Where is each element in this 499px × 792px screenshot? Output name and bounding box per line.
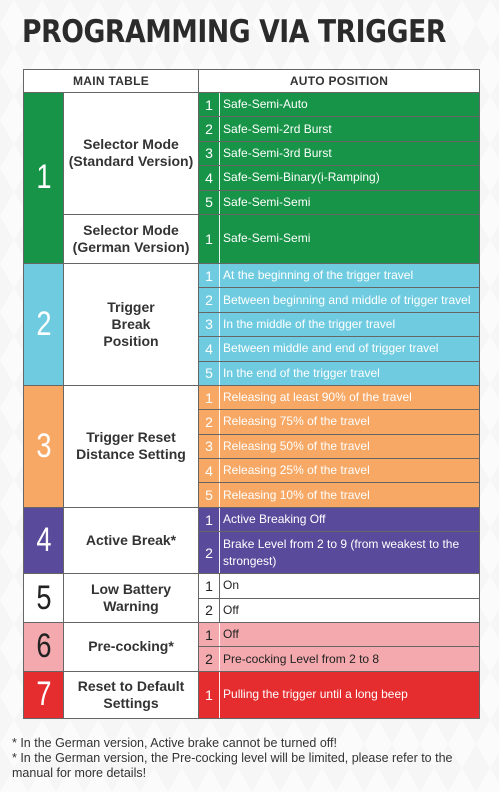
section-label-reset-default <box>64 671 199 718</box>
section-number-3: 3 <box>28 385 60 507</box>
section-label-selector-german: Selector Mode (German Version) <box>64 214 199 263</box>
option-text: Releasing 10% of the travel <box>220 483 480 507</box>
page-title: PROGRAMMING VIA TRIGGER <box>22 14 446 50</box>
option-number: 1 <box>199 507 220 531</box>
option-number: 3 <box>199 312 220 336</box>
option-number: 2 <box>199 410 220 434</box>
section-label-trigger-reset <box>64 385 199 507</box>
footnote-active-brake: * In the German version, Active brake cannot be turned off! <box>12 736 337 750</box>
option-number: 2 <box>199 598 220 622</box>
option-number: 1 <box>199 263 220 287</box>
option-number: 3 <box>199 141 220 165</box>
programming-table <box>23 69 480 719</box>
option-text: Pulling the trigger until a long beep <box>220 671 480 718</box>
option-text: Pre-cocking Level from 2 to 8 <box>220 647 480 671</box>
option-number: 2 <box>199 288 220 312</box>
option-text: Safe-Semi-Auto <box>220 93 480 117</box>
option-text: Off <box>220 598 480 622</box>
option-number: 2 <box>199 532 220 574</box>
option-text: In the end of the trigger travel <box>220 361 480 385</box>
option-text: Safe-Semi-2rd Burst <box>220 117 480 141</box>
section-number-4: 4 <box>28 507 60 573</box>
section-label-text: Trigger Break Position <box>103 298 159 349</box>
option-number: 5 <box>199 483 220 507</box>
header-main-table: MAIN TABLE <box>24 70 199 93</box>
option-text: Safe-Semi-Binary(i-Ramping) <box>220 166 480 190</box>
option-number: 1 <box>199 385 220 409</box>
section-number-1: 1 <box>28 93 60 264</box>
section-number-5: 5 <box>28 574 60 623</box>
option-number: 4 <box>199 166 220 190</box>
option-text: Releasing at least 90% of the travel <box>220 385 480 409</box>
option-number: 1 <box>199 93 220 117</box>
option-number: 5 <box>199 361 220 385</box>
option-text: At the beginning of the trigger travel <box>220 263 480 287</box>
option-number: 2 <box>199 647 220 671</box>
programming-table-container <box>23 69 479 719</box>
section-label-trigger-break <box>64 263 199 385</box>
footnote-pre-cocking: * In the German version, the Pre-cocking level will be limited, please refer to the manual for more details! <box>12 751 453 780</box>
section-label-active-break: Active Break* <box>64 507 199 573</box>
section-number-7: 7 <box>28 671 60 718</box>
option-text: Safe-Semi-3rd Burst <box>220 141 480 165</box>
section-number-2: 2 <box>28 263 60 385</box>
option-number: 1 <box>199 574 220 598</box>
option-number: 1 <box>199 623 220 647</box>
option-text: Off <box>220 623 480 647</box>
option-text: On <box>220 574 480 598</box>
section-label-low-battery <box>64 574 199 623</box>
option-number: 3 <box>199 434 220 458</box>
header-auto-position: AUTO POSITION <box>199 70 480 93</box>
option-text: In the middle of the trigger travel <box>220 312 480 336</box>
option-number: 1 <box>199 671 220 718</box>
section-label-pre-cocking: Pre-cocking* <box>64 623 199 672</box>
option-text: Active Breaking Off <box>220 507 480 531</box>
option-text: Between beginning and middle of trigger travel <box>220 288 480 312</box>
option-text: Releasing 25% of the travel <box>220 459 480 483</box>
section-label-text: Trigger Reset Distance Setting <box>76 429 186 463</box>
option-text: Brake Level from 2 to 9 (from weakest to the strongest) <box>220 532 480 574</box>
section-number-6: 6 <box>28 623 60 672</box>
option-text: Safe-Semi-Semi <box>220 190 480 214</box>
option-number: 1 <box>199 214 220 263</box>
section-label-text: Reset to Default Settings <box>77 677 185 711</box>
option-text: Safe-Semi-Semi <box>220 214 480 263</box>
section-label-selector-standard: Selector Mode (Standard Version) <box>64 93 199 215</box>
option-text: Between middle and end of trigger travel <box>220 337 480 361</box>
option-number: 4 <box>199 337 220 361</box>
option-number: 5 <box>199 190 220 214</box>
section-label-text: Low Battery Warning <box>90 581 172 615</box>
footnotes <box>12 736 492 781</box>
option-number: 4 <box>199 459 220 483</box>
option-number: 2 <box>199 117 220 141</box>
option-text: Releasing 75% of the travel <box>220 410 480 434</box>
option-text: Releasing 50% of the travel <box>220 434 480 458</box>
